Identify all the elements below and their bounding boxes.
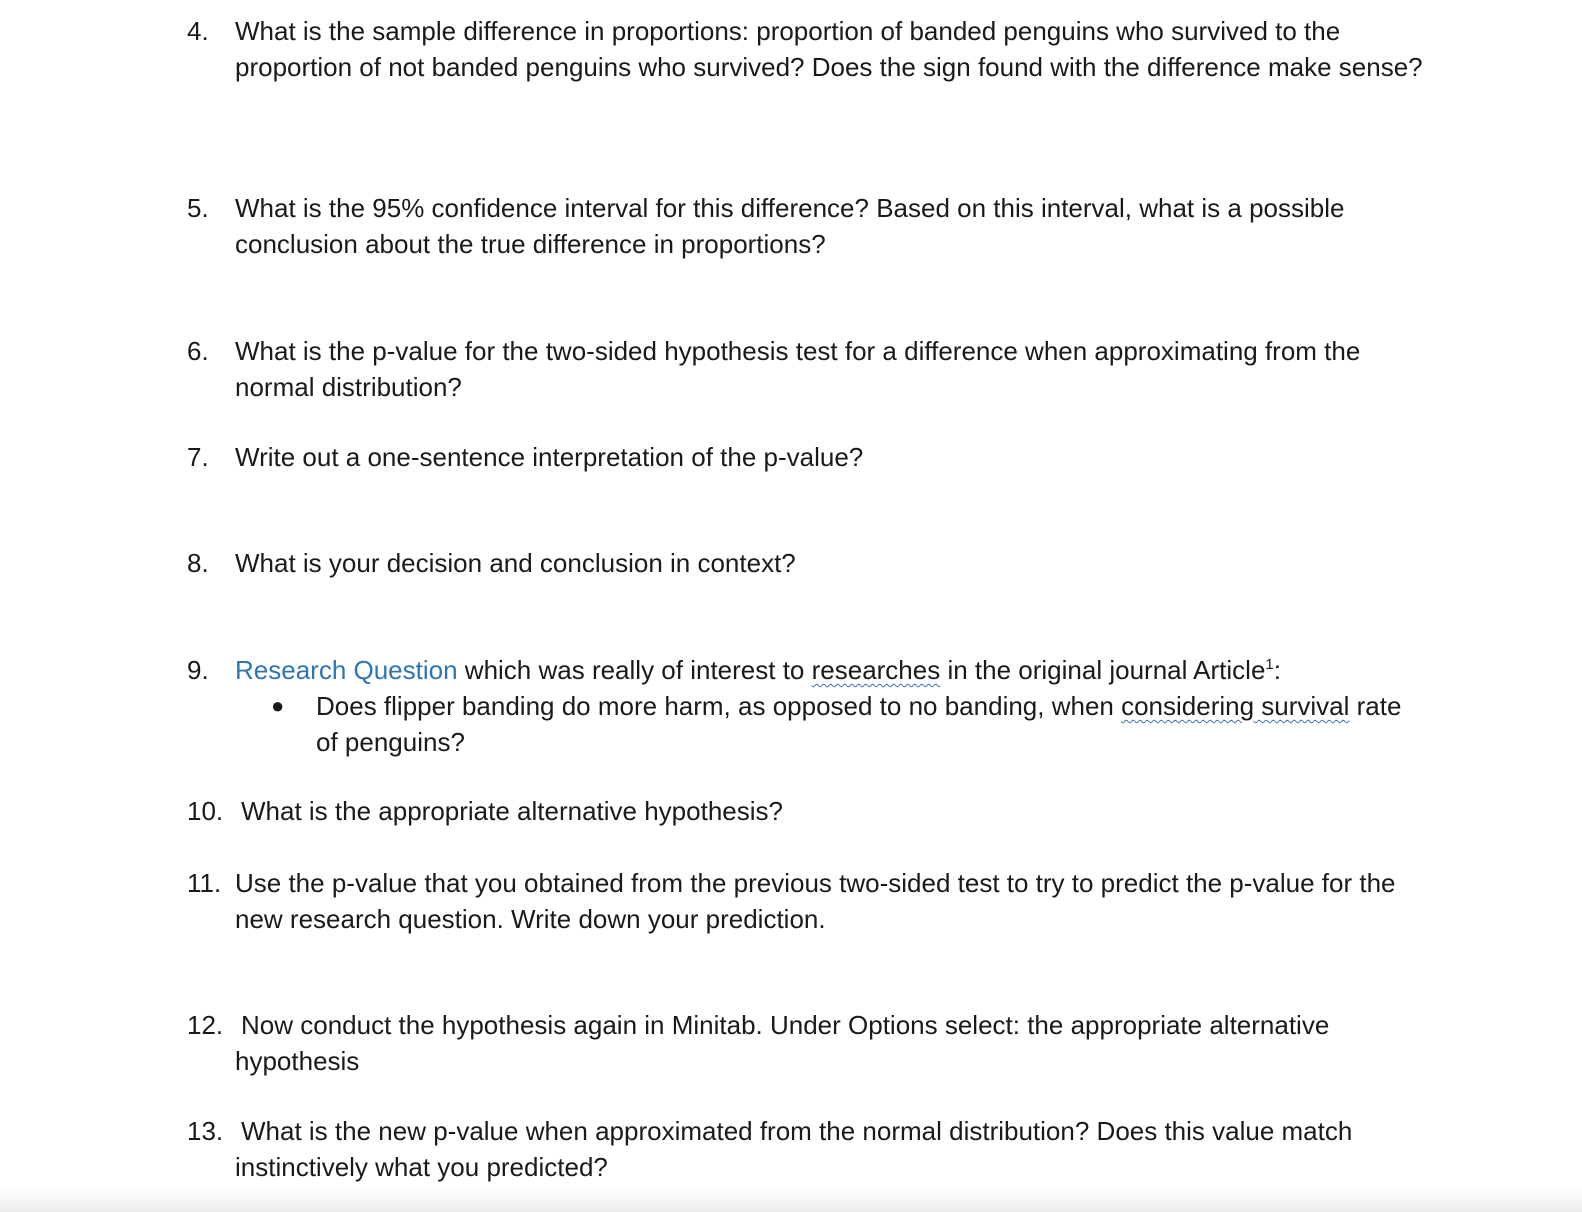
bullet-text-part: rate of penguins? [316, 691, 1402, 757]
question-text: Use the p-value that you obtained from the previous two-sided test to try to predict the p-value for the new research question. Write down your prediction. [235, 868, 1396, 934]
question-4 [187, 13, 1427, 85]
bullet-text-part: Does flipper banding do more harm, as opposed to no banding, when [316, 691, 1122, 721]
research-question-link[interactable]: Research Question [235, 655, 458, 685]
question-text-line: What is the new p-value when approximated from the normal distribution? Does this value match [241, 1116, 1353, 1146]
question-text: What is your decision and conclusion in context? [235, 548, 796, 578]
question-number: 12. [187, 1010, 224, 1040]
question-text: Write out a one-sentence interpretation of the p-value? [235, 442, 864, 472]
question-number: 5. [187, 193, 209, 223]
spellcheck-flagged-word[interactable]: researches [811, 655, 941, 685]
question-number: 11. [187, 868, 222, 898]
bullet-text [316, 688, 1427, 760]
question-text [235, 1113, 1427, 1185]
question-text [235, 652, 1427, 688]
question-6 [187, 333, 1427, 405]
question-text-line: Now conduct the hypothesis again in Minitab. Under Options select: the appropriate alternative [241, 1010, 1330, 1040]
question-12 [187, 1007, 1427, 1079]
question-text-line: instinctively what you predicted? [235, 1152, 608, 1182]
question-number: 7. [187, 442, 209, 472]
spellcheck-flagged-phrase[interactable]: considering survival [1121, 691, 1350, 721]
question-7 [187, 439, 1427, 475]
page-bottom-edge [0, 1188, 1582, 1212]
footnote-reference[interactable]: 1 [1265, 656, 1274, 673]
question-text: What is the appropriate alternative hypothesis? [241, 796, 783, 826]
bullet-item [187, 688, 1427, 760]
question-10 [187, 793, 1427, 829]
question-number: 6. [187, 336, 209, 366]
question-number: 4. [187, 16, 209, 46]
question-number: 10. [187, 796, 224, 826]
question-text [235, 1007, 1427, 1079]
question-number: 13. [187, 1116, 224, 1146]
question-number: 8. [187, 548, 209, 578]
question-text: What is the 95% confidence interval for this difference? Based on this interval, what is a possible conclusion about the true difference in proportions? [235, 193, 1345, 259]
question-text-part: : [1273, 655, 1281, 685]
question-text-line: hypothesis [235, 1046, 360, 1076]
question-number: 9. [187, 655, 209, 685]
question-11 [187, 865, 1427, 937]
bullet-icon: ● [271, 693, 285, 718]
question-8 [187, 545, 1427, 581]
question-text-part: in the original journal Article [940, 655, 1266, 685]
question-13 [187, 1113, 1427, 1185]
question-text: What is the sample difference in proportions: proportion of banded penguins who survived to the proportion of not banded penguins who survived? Does the sign found with the difference make sense? [235, 16, 1423, 82]
question-text: What is the p-value for the two-sided hypothesis test for a difference when approximating from the normal distribution? [235, 336, 1361, 402]
question-5 [187, 190, 1427, 262]
question-9 [187, 652, 1427, 760]
question-text-part: which was really of interest to [457, 655, 812, 685]
